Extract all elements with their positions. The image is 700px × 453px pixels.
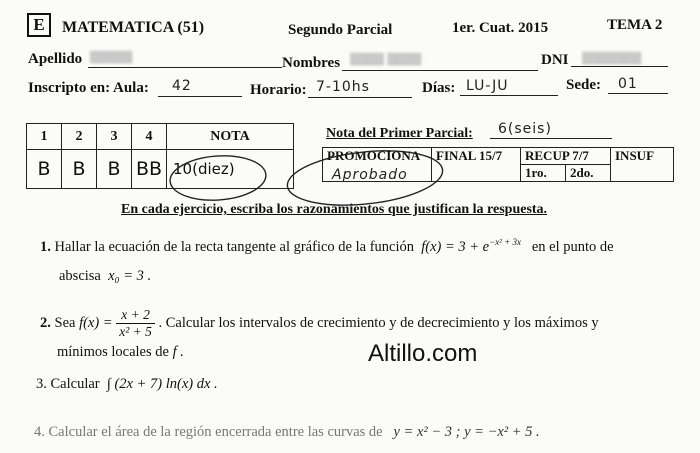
grade-cell-1: B xyxy=(27,150,62,189)
watermark: Altillo.com xyxy=(368,340,478,367)
exercise-2-number: 2. xyxy=(40,314,51,331)
dias-label: Días: xyxy=(422,80,456,96)
sede-label: Sede: xyxy=(566,77,601,93)
aula-value: 42 xyxy=(172,78,192,94)
exercise-4-curves: y = x² − 3 ; y = −x² + 5 . xyxy=(393,424,540,440)
grade-cell-nota: 10(diez) xyxy=(167,150,294,189)
exercise-4-text: Calcular el área de la región encerrada entre las curvas de xyxy=(48,424,383,440)
nombres-label: Nombres xyxy=(282,55,341,71)
exam-period: 1er. Cuat. 2015 xyxy=(452,20,549,36)
promo-handwritten: Aprobado xyxy=(332,167,408,183)
grades-header-4: 4 xyxy=(132,124,167,150)
exercise-3-integral: ∫ (2x + 7) ln(x) dx . xyxy=(106,376,218,392)
grades-header-3: 3 xyxy=(97,124,132,150)
exercise-3 xyxy=(36,376,218,393)
promo-header-promociona: PROMOCIONA xyxy=(323,148,432,182)
exercise-2-formula-lhs: f(x) = xyxy=(79,314,113,331)
exercise-4 xyxy=(34,424,540,441)
exercise-1-line-2 xyxy=(59,268,151,285)
exercise-2-numerator: x + 2 xyxy=(116,307,155,324)
grades-header-nota: NOTA xyxy=(167,124,294,150)
exercise-1-number: 1. xyxy=(40,238,51,255)
inscripto-label: Inscripto en: Aula: xyxy=(28,80,149,96)
exercise-4-number: 4. xyxy=(34,424,45,440)
exercise-2-text-c: mínimos locales de xyxy=(57,344,169,360)
exercise-3-number: 3. xyxy=(36,376,47,392)
exercise-2-line-2 xyxy=(57,344,184,361)
dni-label: DNI xyxy=(541,52,569,68)
tema-label: TEMA 2 xyxy=(607,17,663,33)
exercise-3-text: Calcular xyxy=(50,376,100,392)
exercise-1 xyxy=(40,237,614,256)
exercise-1-exponent: −x² + 3x xyxy=(489,237,521,247)
nombres-redacted: ▒▒▒▒ ▒▒▒▒ xyxy=(350,53,422,66)
exercise-1-text-b: en el punto de xyxy=(531,238,614,255)
exercise-2-fraction xyxy=(116,307,155,340)
dni-redacted: ▒▒▒▒▒▒▒ xyxy=(582,52,642,65)
instruction: En cada ejercicio, escriba los razonamientos que justifican la respuesta. xyxy=(121,202,548,217)
promo-header-recup: RECUP 7/7 xyxy=(521,148,611,165)
exercise-2 xyxy=(40,307,599,340)
promo-header-insuf: INSUF xyxy=(611,148,674,182)
exercise-1-text: Hallar la ecuación de la recta tangente al gráfico de la función xyxy=(54,238,414,255)
exam-name: Segundo Parcial xyxy=(288,22,393,38)
promo-sub-2do: 2do. xyxy=(566,165,611,182)
grades-header-2: 2 xyxy=(62,124,97,150)
promo-header-final: FINAL 15/7 xyxy=(432,148,521,182)
grade-cell-4: BB xyxy=(132,150,167,189)
apellido-label: Apellido xyxy=(28,51,83,67)
exercise-2-denominator: x² + 5 xyxy=(119,324,152,339)
exercise-2-text-b: . Calcular los intervalos de crecimiento y de decrecimiento y los máximos y xyxy=(158,314,599,331)
dias-value: LU-JU xyxy=(466,78,509,94)
tema-letter-box: E xyxy=(27,13,51,37)
exercise-1-point: x₀ = 3 . xyxy=(108,268,152,284)
exercise-1-formula: f(x) = 3 + e xyxy=(421,238,490,255)
horario-label: Horario: xyxy=(250,82,307,98)
grade-cell-3: B xyxy=(97,150,132,189)
subject-title: MATEMATICA (51) xyxy=(62,19,205,36)
grades-header-1: 1 xyxy=(27,124,62,150)
exercise-1-text-c: abscisa xyxy=(59,268,101,284)
first-partial-label: Nota del Primer Parcial: xyxy=(326,126,473,141)
apellido-redacted: ▒▒▒▒▒ xyxy=(90,51,133,64)
exercise-2-fvar: f . xyxy=(172,344,184,360)
promo-sub-1ro: 1ro. xyxy=(521,165,566,182)
first-partial-value: 6(seis) xyxy=(498,121,552,137)
grade-cell-2: B xyxy=(62,150,97,189)
horario-value: 7-10hs xyxy=(316,79,370,95)
sede-value: 01 xyxy=(618,76,638,92)
circle-nota xyxy=(169,153,268,204)
exercise-2-text: Sea xyxy=(54,314,76,331)
